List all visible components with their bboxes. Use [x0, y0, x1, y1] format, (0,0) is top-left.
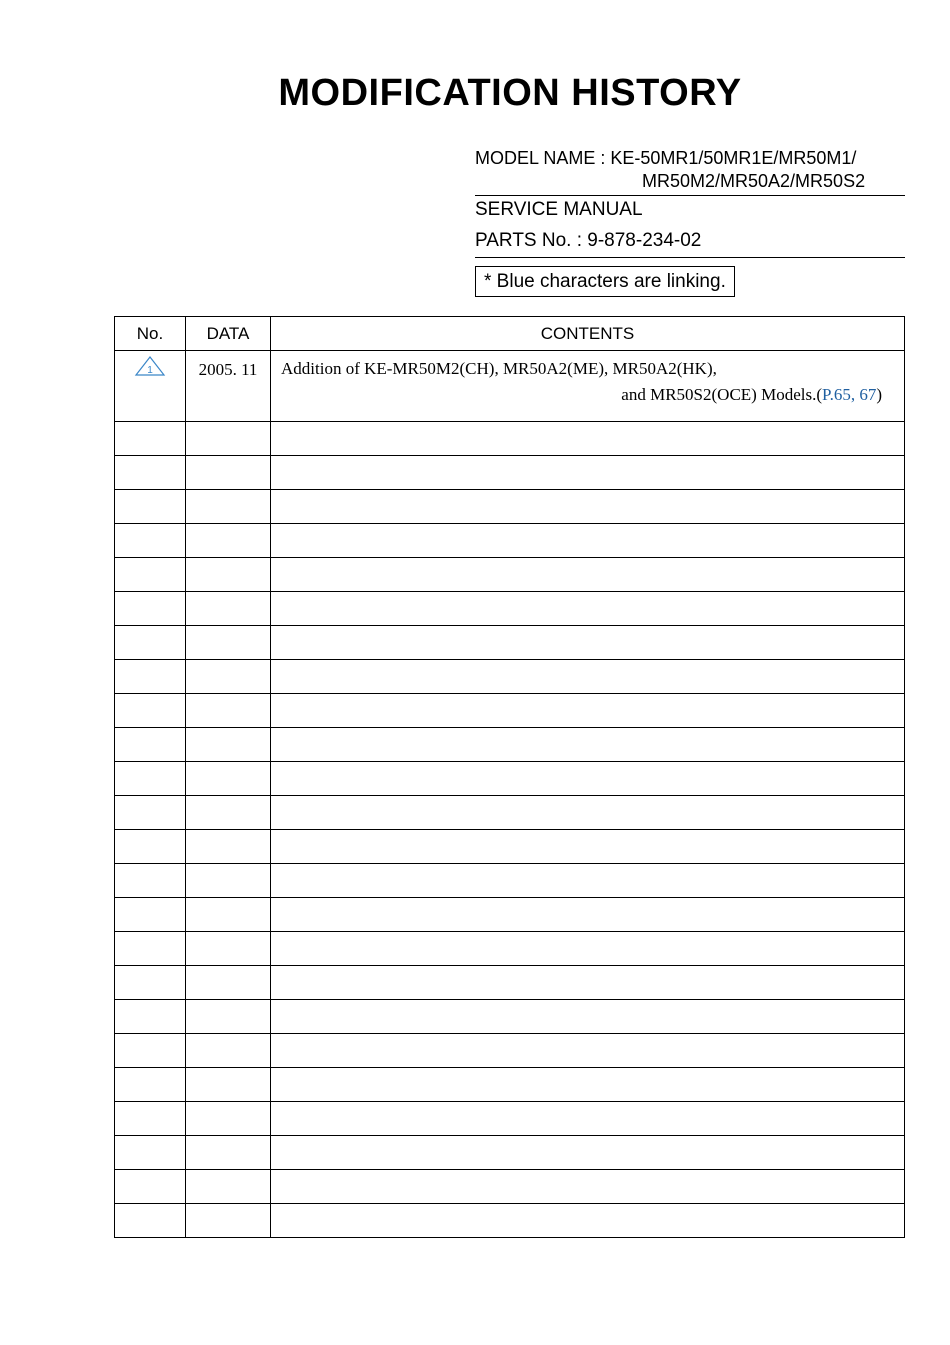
page-link[interactable]: P.65, 67: [822, 385, 877, 404]
date-cell: [186, 1034, 271, 1068]
no-cell: [115, 694, 186, 728]
header-date: DATA: [186, 317, 271, 351]
linking-note: * Blue characters are linking.: [475, 266, 735, 297]
table-row: [115, 762, 905, 796]
header-contents: CONTENTS: [271, 317, 905, 351]
table-header-row: [115, 317, 905, 351]
table-row: [115, 524, 905, 558]
revision-triangle-icon: [134, 355, 166, 377]
date-cell: [186, 558, 271, 592]
no-cell: [115, 966, 186, 1000]
contents-line2-prefix: and MR50S2(OCE) Models.(: [621, 385, 822, 404]
no-cell: [115, 898, 186, 932]
contents-cell: [271, 966, 905, 1000]
date-cell: [186, 966, 271, 1000]
table-row: [115, 1170, 905, 1204]
date-cell: [186, 830, 271, 864]
date-cell: [186, 1204, 271, 1238]
contents-cell: [271, 1068, 905, 1102]
divider: [475, 257, 905, 258]
date-cell: [186, 1068, 271, 1102]
table-row: [115, 830, 905, 864]
date-cell: [186, 626, 271, 660]
revision-number: 1: [147, 365, 153, 376]
table-row: [115, 966, 905, 1000]
no-cell: [115, 490, 186, 524]
contents-line2-suffix: ): [876, 385, 882, 404]
no-cell: [115, 456, 186, 490]
table-row: [115, 592, 905, 626]
contents-cell: [271, 660, 905, 694]
header-no: No.: [115, 317, 186, 351]
contents-cell: [271, 1034, 905, 1068]
table-row: [115, 898, 905, 932]
date-cell: [186, 898, 271, 932]
table-row: [115, 1204, 905, 1238]
date-cell: [186, 1102, 271, 1136]
revision-cell: [115, 351, 186, 422]
date-cell: [186, 490, 271, 524]
date-cell: [186, 694, 271, 728]
no-cell: [115, 796, 186, 830]
contents-cell: [271, 932, 905, 966]
table-row: [115, 1068, 905, 1102]
contents-line1: Addition of KE-MR50M2(CH), MR50A2(ME), MR50A2(HK),: [281, 359, 717, 378]
contents-cell: [271, 422, 905, 456]
date-cell: [186, 422, 271, 456]
contents-cell: [271, 762, 905, 796]
contents-cell: [271, 1204, 905, 1238]
divider: [475, 195, 905, 196]
contents-cell: [271, 1136, 905, 1170]
contents-cell: [271, 694, 905, 728]
no-cell: [115, 1170, 186, 1204]
model-name-line1: MODEL NAME : KE-50MR1/50MR1E/MR50M1/: [475, 148, 857, 168]
contents-cell: [271, 898, 905, 932]
contents-cell: [271, 796, 905, 830]
contents-cell: [271, 1170, 905, 1204]
contents-cell: [271, 351, 905, 422]
no-cell: [115, 558, 186, 592]
contents-cell: [271, 830, 905, 864]
table-row: [115, 694, 905, 728]
date-cell: [186, 864, 271, 898]
date-cell: [186, 524, 271, 558]
contents-cell: [271, 558, 905, 592]
contents-cell: [271, 728, 905, 762]
date-cell: [186, 796, 271, 830]
table-row: [115, 864, 905, 898]
no-cell: [115, 524, 186, 558]
contents-cell: [271, 456, 905, 490]
table-row: [115, 351, 905, 422]
table-row: [115, 490, 905, 524]
no-cell: [115, 762, 186, 796]
contents-line2: [281, 385, 882, 405]
no-cell: [115, 1204, 186, 1238]
no-cell: [115, 830, 186, 864]
contents-cell: [271, 524, 905, 558]
parts-number: PARTS No. : 9-878-234-02: [475, 230, 702, 251]
modification-history-table: [114, 316, 905, 1238]
no-cell: [115, 728, 186, 762]
date-cell: [186, 762, 271, 796]
date-cell: 2005. 11: [186, 351, 271, 422]
date-cell: [186, 456, 271, 490]
table-row: [115, 626, 905, 660]
no-cell: [115, 1102, 186, 1136]
table-row: [115, 422, 905, 456]
table-row: [115, 1000, 905, 1034]
contents-cell: [271, 592, 905, 626]
no-cell: [115, 1000, 186, 1034]
table-row: [115, 796, 905, 830]
no-cell: [115, 932, 186, 966]
table-row: [115, 660, 905, 694]
service-manual-label: SERVICE MANUAL: [475, 199, 643, 220]
table-row: [115, 1034, 905, 1068]
table-row: [115, 1136, 905, 1170]
contents-cell: [271, 1102, 905, 1136]
page-title: MODIFICATION HISTORY: [278, 72, 742, 114]
table-row: [115, 932, 905, 966]
contents-cell: [271, 1000, 905, 1034]
date-cell: [186, 660, 271, 694]
date-cell: [186, 592, 271, 626]
no-cell: [115, 626, 186, 660]
table-row: [115, 1102, 905, 1136]
no-cell: [115, 592, 186, 626]
table-row: [115, 728, 905, 762]
table-row: [115, 558, 905, 592]
date-cell: [186, 1136, 271, 1170]
no-cell: [115, 1034, 186, 1068]
date-cell: [186, 932, 271, 966]
contents-cell: [271, 490, 905, 524]
contents-cell: [271, 864, 905, 898]
table-row: [115, 456, 905, 490]
no-cell: [115, 864, 186, 898]
no-cell: [115, 660, 186, 694]
no-cell: [115, 1136, 186, 1170]
date-cell: [186, 1170, 271, 1204]
model-name-line2: MR50M2/MR50A2/MR50S2: [642, 171, 866, 191]
no-cell: [115, 422, 186, 456]
date-cell: [186, 1000, 271, 1034]
contents-cell: [271, 626, 905, 660]
no-cell: [115, 1068, 186, 1102]
date-cell: [186, 728, 271, 762]
